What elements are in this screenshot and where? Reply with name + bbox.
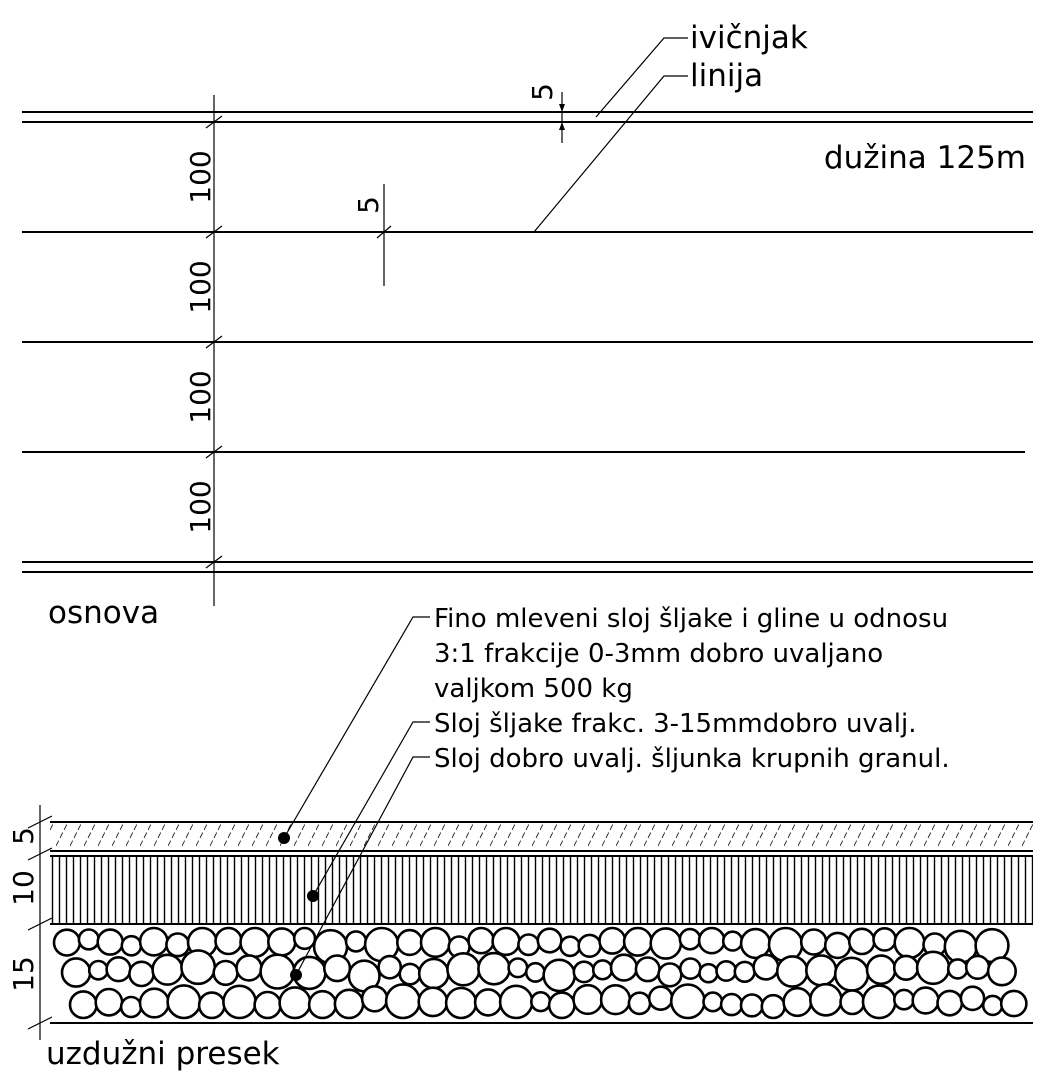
gravel-stone: [54, 930, 80, 956]
gravel-stone: [526, 963, 544, 981]
gravel-stone: [475, 989, 501, 1015]
gravel-stone: [122, 936, 141, 955]
gravel-stone: [153, 955, 183, 985]
gravel-stone: [723, 932, 742, 951]
gravel-stone: [493, 928, 520, 955]
gravel-stone: [579, 935, 601, 957]
gravel-stone: [419, 988, 447, 1016]
plan-view-title: osnova: [48, 595, 160, 631]
gravel-stone: [168, 985, 201, 1018]
gravel-stone: [268, 928, 295, 955]
gravel-stone: [721, 994, 742, 1015]
gravel-stone: [509, 959, 528, 978]
gravel-stone: [469, 928, 494, 953]
gravel-stone: [237, 955, 262, 980]
gravel-stone: [894, 990, 913, 1009]
gravel-stone: [801, 930, 826, 955]
gravel-stone: [280, 987, 311, 1018]
gravel-stone: [948, 959, 967, 978]
gravel-stone: [379, 956, 401, 978]
gravel-stone: [894, 956, 918, 980]
gravel-stone: [500, 986, 532, 1018]
gravel-stone: [98, 930, 123, 955]
gravel-stone: [863, 986, 895, 1018]
leader-layer-1: [284, 617, 430, 838]
line-dim-value: 5: [352, 196, 385, 214]
lane-width-2: 100: [184, 260, 217, 314]
gravel-stone: [671, 985, 704, 1018]
gravel-stone: [754, 955, 779, 980]
gravel-stone: [544, 960, 575, 991]
gravel-stone: [913, 988, 939, 1014]
gravel-stone: [895, 928, 925, 958]
gravel-stone: [121, 997, 141, 1017]
gravel-stone: [324, 956, 350, 982]
gravel-stone: [309, 991, 336, 1018]
curb-leader: [596, 38, 688, 117]
lane-width-1: 100: [184, 150, 217, 204]
gravel-stone: [741, 995, 763, 1017]
lane-width-4: 100: [184, 480, 217, 534]
section-view: [7, 604, 1033, 1072]
gravel-stone: [649, 987, 672, 1010]
gravel-stone: [835, 958, 868, 991]
gravel-stone: [777, 956, 807, 986]
gravel-stone: [199, 993, 224, 1018]
gravel-stone: [400, 964, 420, 984]
gravel-stone: [241, 928, 270, 957]
gravel-stone: [166, 934, 189, 957]
gravel-stone: [699, 928, 724, 953]
dim-layer-bottom: 15: [7, 956, 40, 992]
gravel-stone: [841, 990, 865, 1014]
gravel-stone: [96, 989, 122, 1015]
gravel-stone: [531, 992, 550, 1011]
gravel-stone: [538, 929, 562, 953]
gravel-stone: [849, 929, 874, 954]
gravel-stone: [261, 955, 295, 989]
dim-layer-mid: 10: [7, 870, 40, 906]
gravel-stone: [549, 993, 574, 1018]
gravel-stone: [624, 928, 652, 956]
line-label: linija: [690, 58, 764, 94]
gravel-stone: [335, 990, 363, 1018]
layer-fine-slag: [50, 822, 1033, 851]
curb-dim-arrow: [559, 104, 565, 112]
curb-label: ivičnjak: [690, 20, 808, 56]
gravel-stone: [938, 991, 962, 1015]
gravel-stone: [140, 928, 167, 955]
layer3-note: Sloj dobro uvalj. šljunka krupnih granul.: [434, 744, 950, 774]
gravel-stone: [806, 956, 836, 986]
leader-dot-layer-2: [307, 890, 319, 902]
gravel-stone: [223, 986, 255, 1018]
layer-slag-fraction: [50, 856, 1033, 924]
gravel-stone: [446, 988, 476, 1018]
layer1-note-line2: 3:1 frakcije 0-3mm dobro uvaljano: [434, 639, 884, 669]
leader-dot-layer-3: [290, 969, 302, 981]
leader-dot-layer-1: [278, 832, 290, 844]
gravel-stone: [659, 964, 682, 987]
gravel-stone: [79, 930, 99, 950]
gravel-stone: [62, 958, 90, 986]
gravel-stone: [810, 984, 841, 1015]
gravel-stone: [346, 931, 366, 951]
gravel-stone: [181, 950, 214, 983]
gravel-stone: [593, 960, 612, 979]
section-view-title: uzdužni presek: [46, 1036, 280, 1072]
gravel-stone: [129, 962, 153, 986]
gravel-stone: [651, 928, 681, 958]
gravel-stone: [762, 995, 785, 1018]
gravel-stone: [214, 961, 238, 985]
gravel-stone: [680, 929, 700, 949]
gravel-stone: [680, 959, 700, 979]
gravel-stone: [89, 961, 107, 979]
gravel-stone: [636, 958, 660, 982]
gravel-stone: [107, 957, 131, 981]
layer2-note: Sloj šljake frakc. 3-15mmdobro uvalj.: [434, 709, 917, 739]
curb-dim-value: 5: [526, 83, 559, 101]
curb-dim-arrow: [559, 122, 565, 130]
gravel-stone: [419, 959, 448, 988]
layer1-note-line3: valjkom 500 kg: [434, 674, 633, 704]
gravel-stone: [70, 991, 97, 1018]
gravel-stone: [961, 987, 984, 1010]
length-note: dužina 125m: [823, 140, 1026, 176]
gravel-stone: [704, 993, 723, 1012]
layer1-note-line1: Fino mleveni sloj šljake i gline u odnosu: [434, 604, 949, 634]
gravel-stone: [600, 928, 626, 954]
gravel-stone: [874, 928, 896, 950]
gravel-stone: [518, 935, 538, 955]
gravel-stone: [362, 986, 387, 1011]
gravel-stone: [386, 984, 420, 1018]
gravel-stone: [421, 928, 450, 957]
gravel-stone: [611, 955, 637, 981]
layer-gravel: [54, 928, 1026, 1018]
gravel-stone: [140, 989, 169, 1018]
gravel-stone: [574, 962, 594, 982]
gravel-stone: [700, 964, 718, 982]
gravel-stone: [561, 937, 580, 956]
gravel-stone: [988, 958, 1016, 986]
gravel-stone: [784, 988, 812, 1016]
gravel-stone: [601, 985, 630, 1014]
gravel-stone: [255, 992, 281, 1018]
gravel-stone: [825, 933, 850, 958]
gravel-stone: [717, 961, 736, 980]
gravel-stone: [447, 953, 479, 985]
gravel-stone: [629, 993, 650, 1014]
gravel-stone: [983, 996, 1002, 1015]
gravel-stone: [574, 985, 603, 1014]
gravel-stone: [397, 930, 422, 955]
dim-layer-top: 5: [7, 827, 40, 845]
gravel-stone: [966, 956, 989, 979]
lane-width-3: 100: [184, 370, 217, 424]
gravel-stone: [478, 953, 509, 984]
gravel-stone: [216, 928, 242, 954]
gravel-stone: [917, 952, 949, 984]
gravel-stone: [1001, 991, 1026, 1016]
gravel-stone: [735, 962, 755, 982]
plan-view: [22, 20, 1033, 631]
gravel-stone: [867, 956, 895, 984]
